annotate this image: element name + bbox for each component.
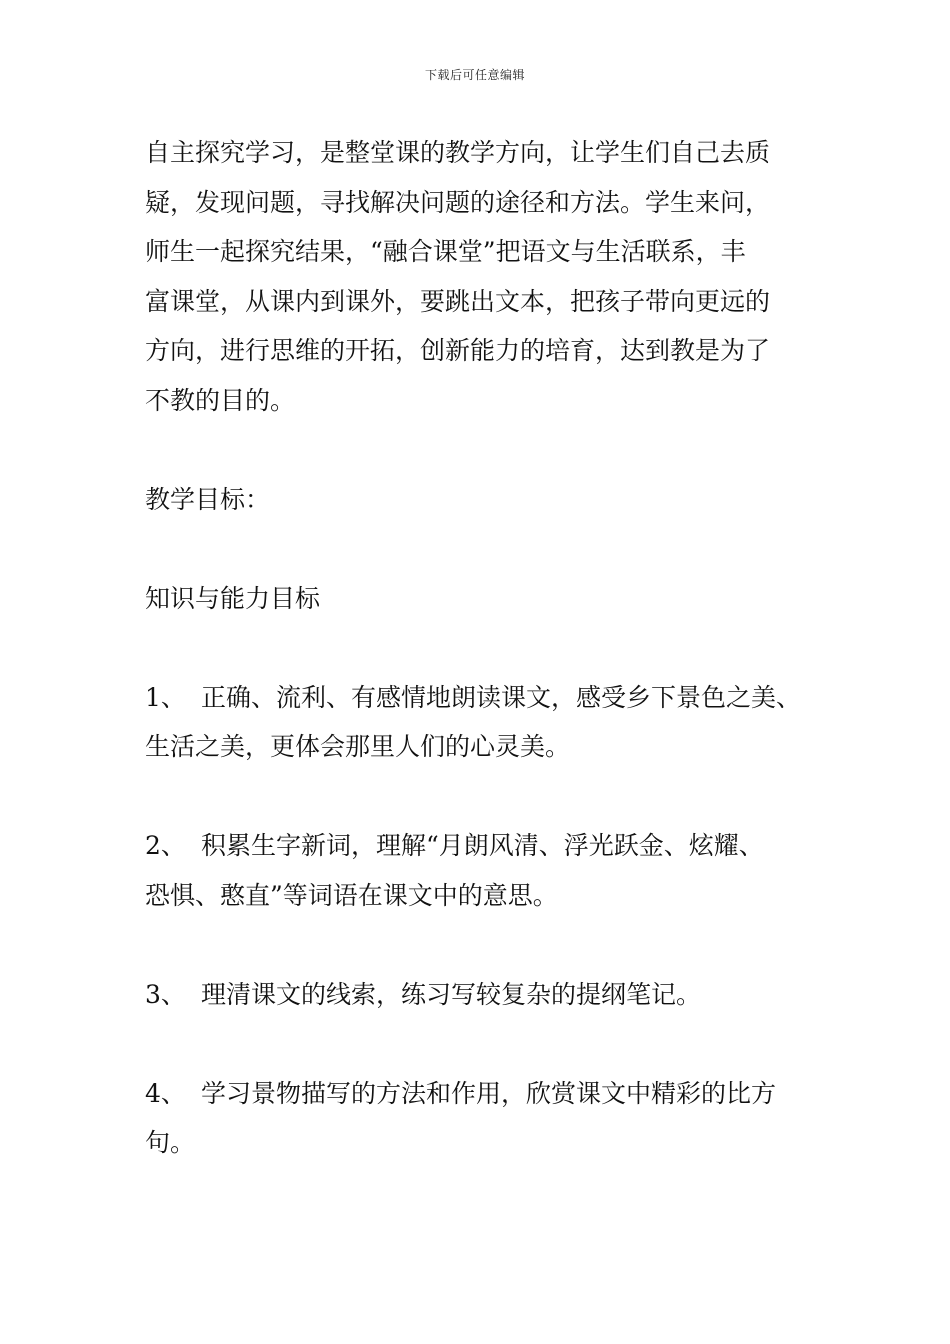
spacer [145,524,835,574]
goal-item-3 [145,970,835,1020]
goal-item-text: 学习景物描写的方法和作用，欣赏课文中精彩的比方 [201,1078,777,1108]
goal-item-number: 3、 [145,979,186,1009]
goal-item-line [145,673,835,723]
spacer [145,920,835,970]
goal-item-continuation: 恐惧、憨直”等词语在课文中的意思。 [145,880,558,910]
goal-item-line [145,970,835,1020]
goal-item-continuation: 句。 [145,1128,196,1157]
goal-item-line [145,1069,835,1119]
goal-item-text: 理清课文的线索，练习写较复杂的提纲笔记。 [201,979,702,1009]
goal-item-number: 2、 [145,831,186,860]
goal-item-2 [145,821,835,920]
spacer [145,1019,835,1069]
intro-line: 疑，发现问题，寻找解决问题的途径和方法。学生来问， [145,187,771,217]
intro-paragraph [145,128,835,425]
spacer [145,772,835,822]
goal-item-text: 正确、流利、有感情地朗读课文，感受乡下景色之美、 [201,682,802,712]
intro-line: 不教的目的。 [145,385,296,415]
knowledge-ability-heading: 知识与能力目标 [145,583,321,613]
goal-item-text: 积累生字新词，理解“月朗风清、浮光跃金、炫耀、 [201,831,764,860]
intro-line: 方向，进行思维的开拓，创新能力的培育，达到教是为了 [145,336,771,365]
goal-item-number: 1、 [145,682,186,712]
document-body [145,128,835,1168]
teaching-goals-heading: 教学目标： [145,484,271,514]
spacer [145,425,835,475]
spacer [145,623,835,673]
goal-item-1 [145,673,835,772]
intro-line: 师生一起探究结果，“融合课堂”把语文与生活联系，丰 [145,237,746,266]
intro-line: 富课堂，从课内到课外，要跳出文本，把孩子带向更远的 [145,286,771,316]
goal-item-number: 4、 [145,1078,186,1108]
page-header: 下载后可任意编辑 [424,68,525,82]
goal-item-continuation: 生活之美，更体会那里人们的心灵美。 [145,732,571,761]
intro-line: 自主探究学习，是整堂课的教学方向，让学生们自己去质 [145,138,771,167]
goal-item-4 [145,1069,835,1168]
goal-item-line [145,821,835,871]
